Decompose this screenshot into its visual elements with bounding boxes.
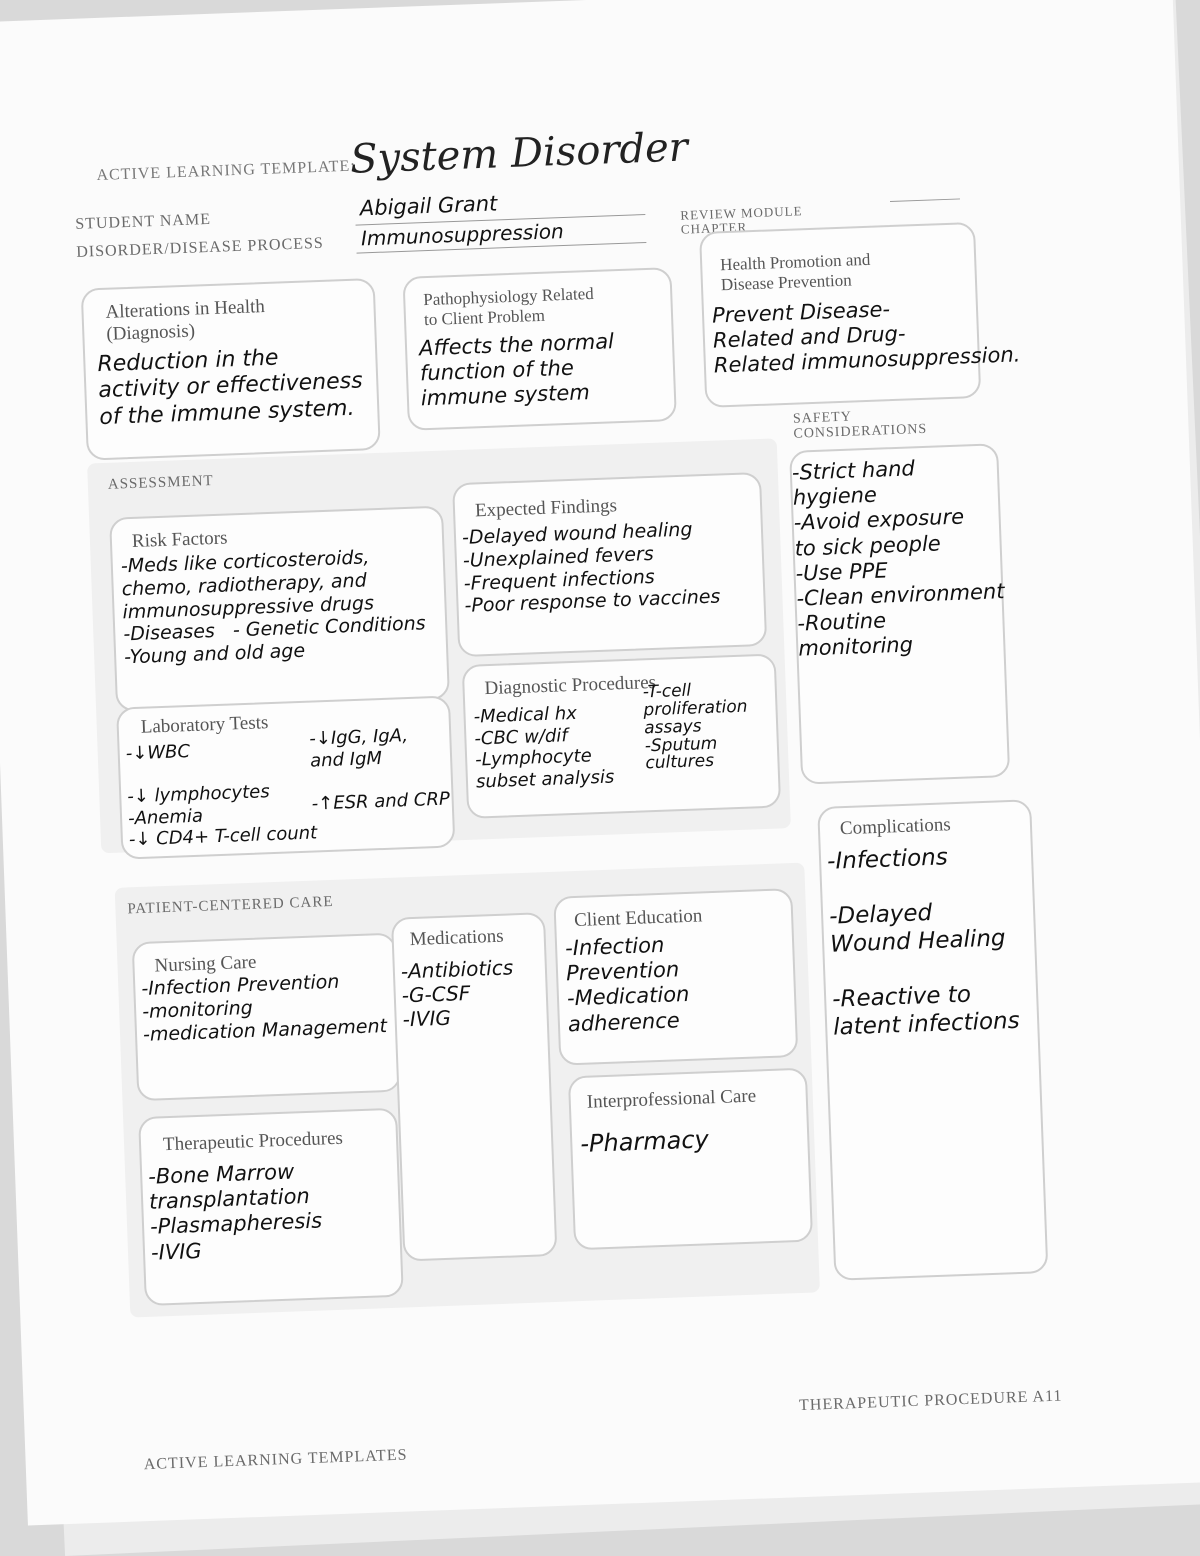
client-education-text: -Infection Prevention -Medication adherence — [564, 932, 690, 1036]
risk-factors-text: -Meds like corticosteroids, chemo, radiotherapy, and immunosuppressive drugs -Diseases - Genetic Conditions -Young and old age — [120, 546, 427, 669]
disorder-value: Immunosuppression — [360, 218, 565, 251]
interprofessional-care-text: -Pharmacy — [579, 1125, 710, 1158]
interprofessional-care-box — [568, 1068, 813, 1251]
nursing-care-text: -Infection Prevention -monitoring -medication Management — [140, 970, 388, 1046]
complications-text: -Infections -Delayed Wound Healing -Reactive to latent infections — [826, 844, 1021, 1041]
risk-factors-label: Risk Factors — [131, 527, 228, 553]
therapeutic-procedures-text: -Bone Marrow transplantation -Plasmapheresis -IVIG — [147, 1159, 323, 1265]
safety-text: -Strict hand hygiene -Avoid exposure to sick people -Use PPE -Clean environment -Routine monitoring — [791, 456, 1005, 661]
laboratory-tests-box — [116, 695, 455, 859]
diagnostic-procedures-label: Diagnostic Procedures — [484, 671, 657, 700]
disorder-label: DISORDER/DISEASE PROCESS — [76, 234, 325, 261]
risk-factors-box — [109, 506, 450, 712]
complications-box — [817, 799, 1048, 1281]
safety-label: SAFETY CONSIDERATIONS — [792, 409, 928, 442]
patient-centered-care-label: PATIENT-CENTERED CARE — [127, 893, 334, 918]
laboratory-tests-col1: -↓WBC -↓ lymphocytes -Anemia -↓ CD4+ T-cell count — [125, 741, 318, 851]
diagnostic-procedures-col1: -Medical hx -CBC w/dif -Lymphocyte subset analysis — [473, 702, 615, 793]
safety-box — [789, 443, 1010, 784]
expected-findings-label: Expected Findings — [474, 495, 618, 522]
diagnostic-procedures-box — [462, 654, 781, 819]
client-education-box — [553, 888, 798, 1066]
pathophysiology-box — [402, 267, 676, 431]
assessment-label: ASSESSMENT — [107, 472, 214, 493]
review-module-label: REVIEW MODULE CHAPTER — [680, 203, 803, 237]
footer-left: ACTIVE LEARNING TEMPLATES — [143, 1446, 408, 1474]
health-promotion-box — [699, 222, 1021, 408]
laboratory-tests-col2: -↓IgG, IgA, and IgM -↑ESR and CRP — [308, 725, 451, 815]
client-education-label: Client Education — [573, 905, 703, 932]
template-title: System Disorder — [349, 124, 689, 183]
pathophysiology-label: Pathophysiology Related to Client Problem — [422, 283, 595, 329]
laboratory-tests-label: Laboratory Tests — [140, 712, 269, 738]
alterations-text: Reduction in the activity or effectiveness of the immune system. — [97, 345, 364, 430]
student-name-value: Abigail Grant — [359, 191, 498, 221]
student-name-label: STUDENT NAME — [75, 210, 212, 233]
interprofessional-care-label: Interprofessional Care — [586, 1085, 757, 1113]
complications-label: Complications — [839, 814, 952, 840]
pathophysiology-text: Affects the normal function of the immune system — [418, 329, 615, 411]
nursing-care-box — [132, 933, 402, 1102]
alterations-label: Alterations in Health (Diagnosis) — [105, 295, 266, 345]
footer-right: THERAPEUTIC PROCEDURE A11 — [798, 1387, 1063, 1415]
health-promotion-label: Health Promotion and Disease Prevention — [719, 249, 871, 294]
health-promotion-text: Prevent Disease- Related and Drug- Related immunosuppression. — [711, 297, 1021, 378]
medications-text: -Antibiotics -G-CSF -IVIG — [400, 955, 514, 1032]
template-label: ACTIVE LEARNING TEMPLATE: — [96, 157, 357, 185]
therapeutic-procedures-box — [138, 1108, 404, 1306]
alterations-box — [81, 278, 381, 461]
medications-box — [391, 912, 558, 1261]
expected-findings-text: -Delayed wound healing -Unexplained fevers -Frequent infections -Poor response to vaccines — [461, 518, 721, 618]
nursing-care-label: Nursing Care — [154, 951, 257, 977]
diagnostic-procedures-col2: -T-cell proliferation assays -Sputum cultures — [642, 680, 748, 774]
review-module-line — [890, 198, 960, 202]
expected-findings-box — [452, 472, 767, 657]
therapeutic-procedures-label: Therapeutic Procedures — [162, 1127, 344, 1156]
medications-label: Medications — [409, 925, 505, 951]
